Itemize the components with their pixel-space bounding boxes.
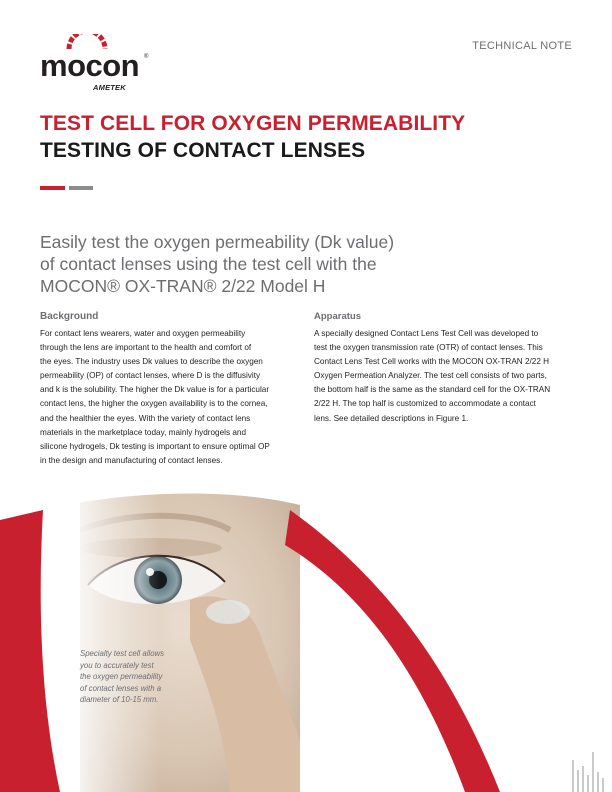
body-line: lens. See detailed descriptions in Figure 1. — [314, 413, 469, 423]
logo-ametek: AMETEK — [93, 83, 126, 92]
body-line: contact lens, the higher the oxygen availability is to the cornea, — [40, 399, 268, 409]
body-line: Oxygen Permeation Analyzer. The test cell consists of two parts, — [314, 371, 547, 381]
caption-line: of contact lenses with a — [80, 683, 162, 693]
caption-line: diameter of 10-15 mm. — [80, 695, 159, 705]
background-body — [40, 327, 300, 468]
lede-line: MOCON® OX-TRAN® 2/22 Model H — [40, 276, 326, 296]
body-line: test the oxygen transmission rate (OTR) of contact lenses. This — [314, 343, 543, 353]
lede-line: of contact lenses using the test cell with the — [40, 254, 377, 274]
logo-registered: ® — [144, 54, 149, 60]
body-line: 2/22 H. The top half is customized to accommodate a contact — [314, 399, 536, 409]
title-line-1: TEST CELL FOR OXYGEN PERMEABILITY — [40, 112, 466, 135]
corner-graphic — [572, 752, 604, 792]
left-red-band — [0, 510, 60, 792]
accent-bar-grey — [69, 186, 93, 190]
caption-line: Specialty test cell allows — [80, 649, 165, 658]
title-line-2: TESTING OF CONTACT LENSES — [40, 139, 366, 162]
apparatus-body — [314, 327, 576, 426]
eye-photo — [78, 490, 310, 792]
body-line: the eyes. The industry uses Dk values to describe the oxygen — [40, 357, 263, 367]
photo-caption — [80, 648, 180, 706]
accent-bar-red — [40, 186, 65, 190]
logo-wordmark: mocon — [40, 48, 140, 83]
body-line: A specially designed Contact Lens Test Cell was developed to — [314, 329, 539, 338]
body-line: the bottom half is the same as the standard cell for the OX-TRAN — [314, 385, 551, 395]
right-red-arc — [285, 510, 500, 792]
body-line: and the healthier the eyes. With the variety of contact lens — [40, 413, 251, 423]
background-heading: Background — [40, 311, 99, 322]
body-line: and k is the solubility. The higher the Dk value is for a particular — [40, 385, 270, 395]
lede-line: Easily test the oxygen permeability (Dk value) — [40, 232, 395, 252]
document-type: TECHNICAL NOTE — [472, 40, 572, 52]
apparatus-heading: Apparatus — [314, 311, 361, 322]
body-line: in the design and manufacturing of contact lenses. — [40, 455, 223, 465]
caption-line: the oxygen permeability — [80, 672, 163, 682]
lede-text — [40, 231, 460, 297]
caption-line: you to accurately test — [80, 660, 154, 670]
body-line: For contact lens wearers, water and oxygen permeability — [40, 329, 246, 338]
mocon-logo — [40, 36, 160, 96]
body-line: materials in the marketplace today, mainly hydrogels and — [40, 427, 247, 437]
body-line: permeability (OP) of contact lenses, where D is the diffusivity — [40, 371, 261, 381]
body-line: silicone hydrogels, Dk testing is important to ensure optimal OP — [40, 441, 270, 451]
body-line: through the lens are important to the health and comfort of — [40, 343, 252, 353]
body-line: Contact Lens Test Cell works with the MOCON OX-TRAN 2/22 H — [314, 357, 550, 367]
